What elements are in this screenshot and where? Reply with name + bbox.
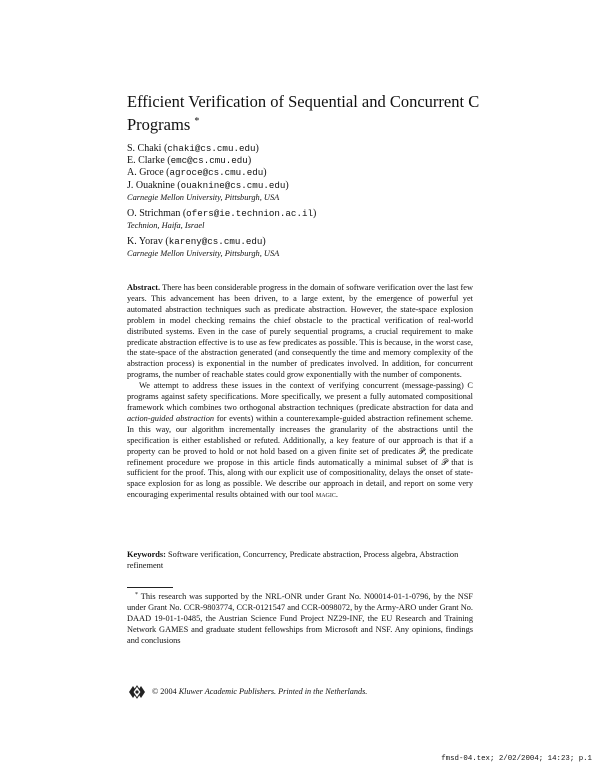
abstract-paragraph [127,381,473,501]
author-email: kareny@cs.cmu.edu [168,236,263,248]
author-block [127,143,527,259]
author-name: O. Strichman [127,207,181,219]
affiliation: Carnegie Mellon University, Pittsburgh, USA [127,249,280,259]
abstract-label: Abstract. [127,283,161,292]
author-email: ofers@ie.technion.ac.il [186,207,313,219]
footnote-rule [127,587,173,588]
tool-name: magic [315,490,336,500]
publisher-logo-icon [127,683,147,701]
author-line: O. Strichman (ofers@ie.technion.ac.il) [127,207,317,219]
author-email: emc@cs.cmu.edu [170,155,248,167]
author-line: K. Yorav (kareny@cs.cmu.edu) [127,236,266,248]
abstract-emphasis: action-guided abstraction [127,413,215,423]
footnote-mark: * [135,592,138,598]
copyright: © 2004 [152,687,177,696]
author-line: E. Clarke (emc@cs.cmu.edu) [127,155,252,167]
author-name: J. Ouaknine [127,179,175,191]
abstract [127,283,473,501]
author-email: chaki@cs.cmu.edu [167,143,256,154]
abstract-text: We attempt to address these issues in the context of verifying concurrent (message-passing) C programs against safety specifications. More specifically, we present a fully automated compositional framework which combines two orthogonal abstraction techniques (predicate abstraction for data and [127,381,473,412]
author-name: S. Chaki [127,143,162,154]
affiliation: Technion, Haifa, Israel [127,221,205,231]
footnote [127,590,473,647]
abstract-paragraph [127,283,473,381]
author-email: agroce@cs.cmu.edu [169,167,264,179]
publisher-text [152,687,367,696]
author-name: A. Groce [127,167,164,179]
keywords [127,549,473,571]
author-line: S. Chaki (chaki@cs.cmu.edu) [127,143,259,154]
abstract-end: . [335,490,338,500]
publisher-line [127,683,447,703]
keywords-label: Keywords: [127,550,166,559]
author-line: J. Ouaknine (ouaknine@cs.cmu.edu) [127,179,289,191]
abstract-text: for events) within a counterexample-guided abstraction refinement scheme. In this way, our algorithm incrementally increases the granularity of the abstractions until the specification is either established or refuted. Additionally, a key feature of our approach is that if a property can be proved to hold or not hold based on a given finite set of predicates 𝒫, the predicate refinement procedure we propose in this article finds automatically a minimal subset of 𝒫 that is sufficient for the proof. This, along with our explicit use of compositionality, delays the onset of state-space explosion for as long as possible. We describe our approach in detail, and report on some very encouraging experimental results obtained with our tool [127,413,473,500]
author-email: ouaknine@cs.cmu.edu [180,179,286,191]
author-line: A. Groce (agroce@cs.cmu.edu) [127,167,267,179]
publisher-name: Kluwer Academic Publishers. [178,687,277,696]
paper-title [127,92,507,135]
publisher-location: Printed in the Netherlands. [278,687,368,696]
title-footnote-mark: * [194,116,200,127]
title-text: Efficient Verification of Sequential and Concurrent C Programs [127,92,480,134]
abstract-text: There has been considerable progress in the domain of software verification over the last few years. This advancement has been driven, to a large extent, by the emergence of powerful yet automated abstraction techniques such as predicate abstraction. However, the state-space explosion problem in model checking remains the chief obstacle to the practical verification of real-world distributed systems. Even in the case of purely sequential programs, a crucial requirement to make predicate abstraction effective is to use as few predicates as possible. This is because, in the worst case, the state-space of the abstraction generated (and consequently the time and memory complexity of the abstraction process) is exponential in the number of predicates involved. In addition, for concurrent programs, the number of reachable states could grow exponentially with the number of components. [127,283,473,380]
keywords-text: Software verification, Concurrency, Predicate abstraction, Process algebra, Abstraction refinement [127,550,459,570]
author-name: E. Clarke [127,155,165,167]
file-stamp: fmsd-04.tex; 2/02/2004; 14:23; p.1 [441,755,592,763]
author-name: K. Yorav [127,236,163,248]
footnote-text: This research was supported by the NRL-ONR under Grant No. N00014-01-1-0796, by the NSF under Grant No. CCR-9803774, CCR-0121547 and CCR-0098072, by the Army-ARO under Grant No. DAAD 19-01-1-0485, the Austrian Science Fund Project NZ29-INF, the EU Research and Training Network GAMES and graduate student fellowships from Microsoft and NSF. Any opinions, findings and conclusions [127,592,473,645]
affiliation: Carnegie Mellon University, Pittsburgh, USA [127,192,280,202]
